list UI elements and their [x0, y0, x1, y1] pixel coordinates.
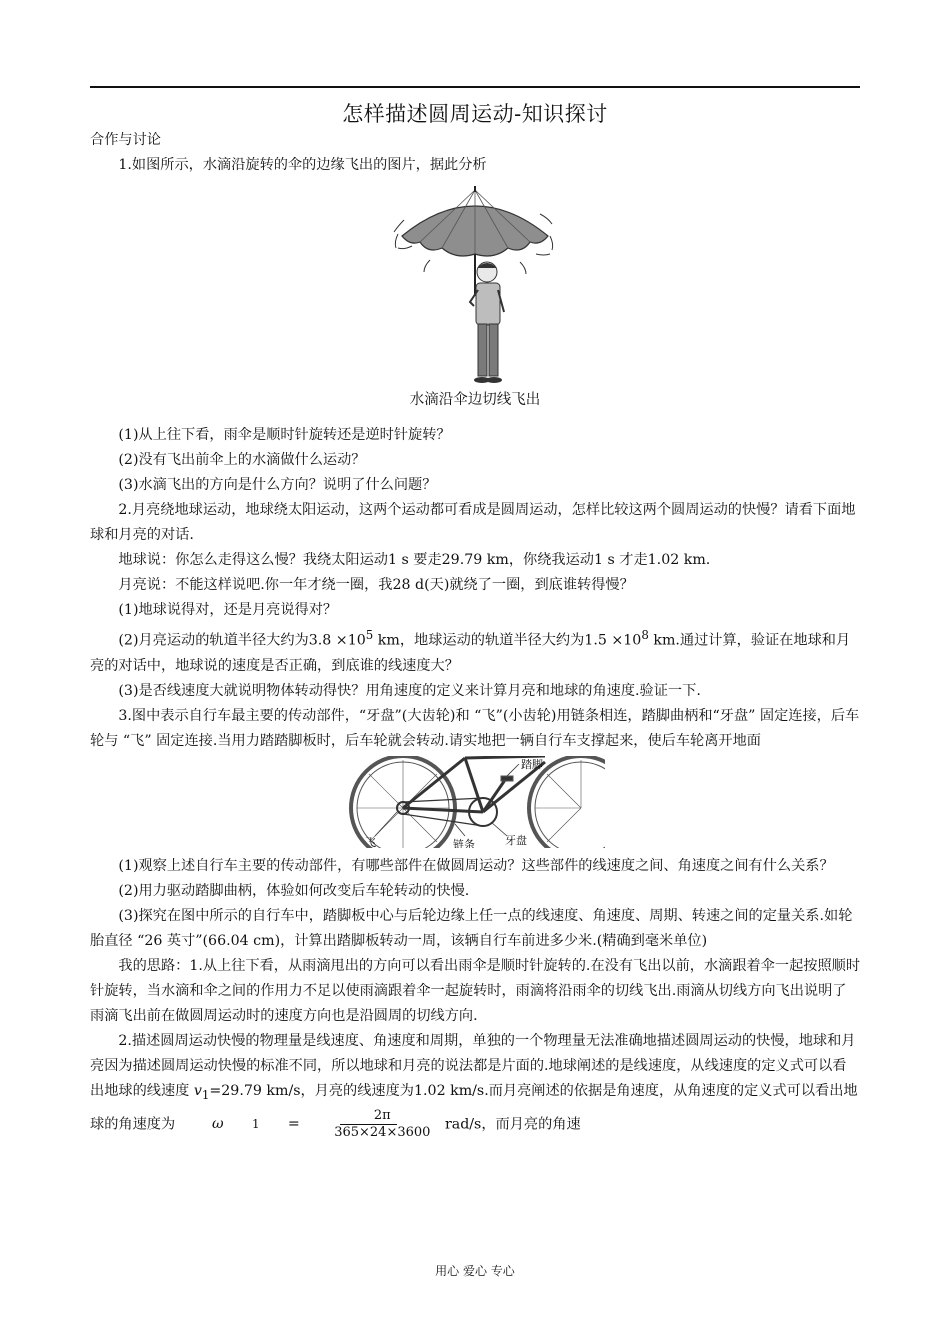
q3-intro: 3.图中表示自行车最主要的传动部件，“牙盘”(大齿轮)和 “飞”(小齿轮)用链条相连，踏脚曲柄和“牙盘” 固定连接，后车轮与 “飞” 固定连接.当用力踏踏脚板时，后车轮就会转动.请实地把一辆自行车支撑起来，使后车轮离开地面 — [90, 707, 860, 749]
label-chainring: 牙盘 — [505, 833, 527, 847]
bicycle-figure — [90, 756, 860, 848]
fraction-denominator: 365×24×3600 — [334, 1124, 431, 1140]
q2-item-2-part-a: (2)月亮运动的轨道半径大约为3.8 ×10 — [118, 632, 366, 649]
label-chain: 链条 — [453, 837, 475, 848]
equals-sign: = — [287, 1115, 300, 1132]
q3-item-3: (3)探究在图中所示的自行车中，踏脚板中心与后轮边缘上任一点的线速度、角速度、周期、转速之间的定量关系.如轮胎直径 “26 英寸”(66.04 cm)，计算出踏脚板转动一周，该辆自行车前进多少米.(精确到毫米单位) — [90, 907, 853, 949]
q1-item-1: (1)从上往下看，雨伞是顺时针旋转还是逆时针旋转？ — [118, 427, 451, 443]
header-rule — [90, 86, 860, 88]
q1-item-3: (3)水滴飞出的方向是什么方向？说明了什么问题？ — [118, 477, 437, 493]
q1-intro: 1.如图所示，水滴沿旋转的伞的边缘飞出的图片，据此分析 — [118, 157, 487, 173]
q3-item-2: (2)用力驱动踏脚曲柄，体验如何改变后车轮转动的快慢. — [118, 882, 470, 899]
var-omega: ω — [212, 1115, 224, 1132]
q2-item-2 — [90, 623, 860, 679]
thoughts-p2-part-b: =29.79 km/s，月亮的线速度为1.02 km/s.而月亮阐述的依据是角速度，从角速度的定义式可以看出地球的角速度为 — [90, 1082, 858, 1133]
q2-intro: 2.月亮绕地球运动，地球绕太阳运动，这两个运动都可看成是圆周运动，怎样比较这两个圆周运动的快慢？请看下面地球和月亮的对话. — [90, 502, 856, 543]
fraction-numerator: 2π — [340, 1108, 397, 1125]
page-footer: 用心 爱心 专心 — [435, 1264, 515, 1278]
exponent-8: 8 — [641, 628, 649, 642]
moon-says: 月亮说：不能这样说吧.你一年才绕一圈，我28 d(天)就绕了一圈，到底谁转得慢？ — [118, 577, 634, 593]
var-v: v — [193, 1082, 202, 1099]
q2-item-2-part-b: km，地球运动的轨道半径大约为1.5 ×10 — [373, 632, 642, 649]
thoughts-paragraph-2 — [90, 1029, 860, 1141]
label-pedal: 踏脚 — [521, 757, 543, 771]
page-title: 怎样描述圆周运动-知识探讨 — [342, 102, 608, 126]
thoughts-paragraph-1: 我的思路：1.从上往下看，从雨滴甩出的方向可以看出雨伞是顺时针旋转的.在没有飞出以前，水滴跟着伞一起按照顺时针旋转，当水滴和伞之间的作用力不足以使雨滴跟着伞一起旋转时，雨滴将沿雨伞的切线飞出.雨滴从切线方向飞出说明了雨滴飞出前在做圆周运动时的速度方向也是沿圆周的切线方向. — [90, 957, 861, 1024]
thoughts-p2-part-a: 2.描述圆周运动快慢的物理量是线速度、角速度和周期，单独的一个物理量无法准确地描述圆周运动的快慢，地球和月亮因为描述圆周运动快慢的标准不同，所以地球和月亮的说法都是片面的.地球阐述的是线速度，从线速度的定义式可以看出地球的线速度 — [90, 1032, 856, 1099]
bicycle-drivetrain-illustration — [345, 756, 605, 848]
figure-caption: 水滴沿伞边切线飞出 — [409, 392, 541, 408]
exponent-5: 5 — [365, 628, 374, 642]
thoughts-p2-part-c: rad/s，而月亮的角速 — [440, 1116, 581, 1133]
var-v-subscript: 1 — [201, 1087, 210, 1102]
q1-item-2: (2)没有飞出前伞上的水滴做什么运动？ — [118, 452, 366, 468]
fraction — [300, 1108, 437, 1141]
var-omega-subscript: 1 — [252, 1116, 260, 1131]
omega-formula — [184, 1108, 437, 1141]
umbrella-boy-illustration — [390, 184, 560, 386]
document-body — [90, 128, 860, 1141]
label-freewheel: 飞 — [365, 835, 376, 848]
q3-item-1: (1)观察上述自行车主要的传动部件，有哪些部件在做圆周运动？这些部件的线速度之间、角速度之间有什么关系？ — [118, 857, 834, 874]
umbrella-figure — [90, 184, 860, 413]
section-heading: 合作与讨论 — [90, 132, 161, 148]
earth-says: 地球说：你怎么走得这么慢？我绕太阳运动1 s 要走29.79 km，你绕我运动1 s 才走1.02 km. — [118, 552, 711, 568]
q2-item-3: (3)是否线速度大就说明物体转动得快？用角速度的定义来计算月亮和地球的角速度.验证一下. — [118, 682, 701, 699]
q2-item-2-part-c: km.通过计算，验证在地球和月亮的对话中，地球说的速度是否正确，到底谁的线速度大？ — [90, 632, 851, 674]
q2-item-1: (1)地球说得对，还是月亮说得对？ — [118, 602, 338, 618]
